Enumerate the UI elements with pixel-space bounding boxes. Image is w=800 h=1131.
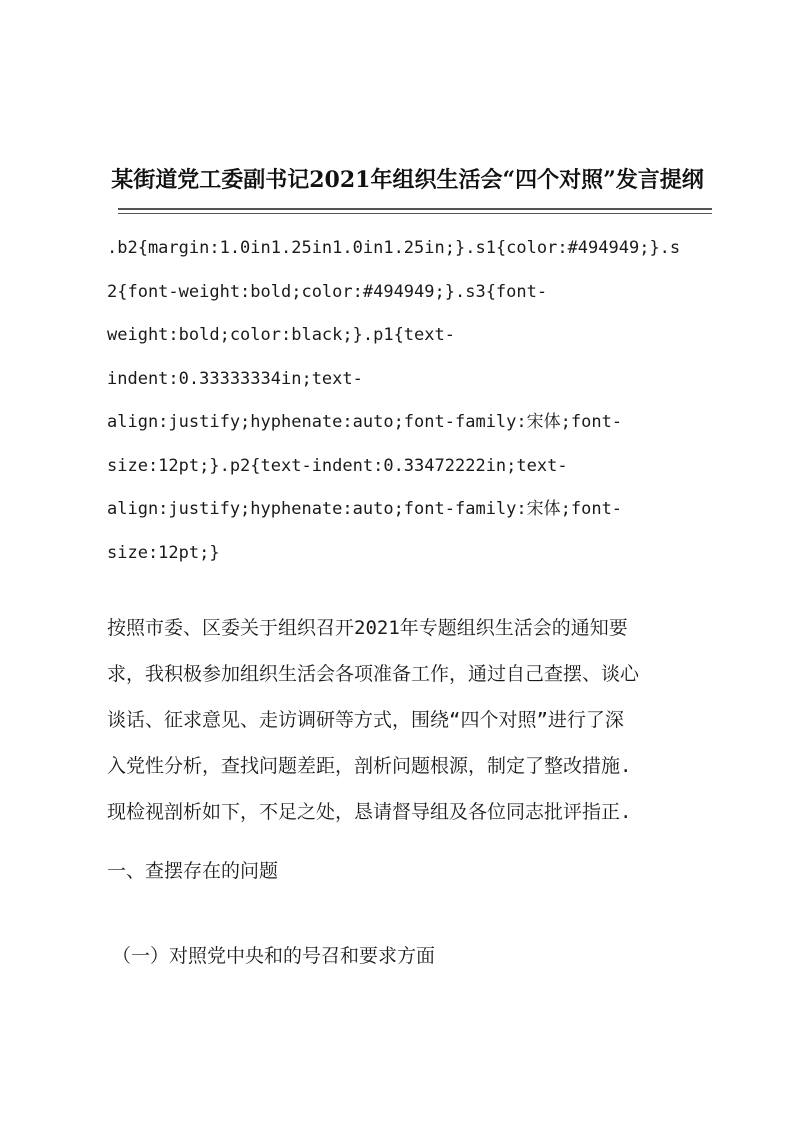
- intro-paragraph-line: 谈话、征求意见、走访调研等方式，围绕“四个对照”进行了深: [107, 709, 624, 731]
- css-text-line: size:12pt;}: [107, 542, 220, 563]
- css-text-line: align:justify;hyphenate:auto;font-family:宋体;font-: [107, 412, 623, 432]
- css-text-line: indent:0.33333334in;text-: [107, 368, 363, 389]
- css-text-line: .b2{margin:1.0in1.25in1.0in1.25in;}.s1{color:#494949;}.s: [107, 238, 681, 258]
- intro-paragraph-line: 入党性分析，查找问题差距，剖析问题根源，制定了整改措施.: [107, 755, 632, 777]
- css-text-line: weight:bold;color:black;}.p1{text-: [107, 325, 455, 345]
- subsection-heading: （一）对照党中央和的号召和要求方面: [112, 945, 436, 967]
- section-heading: 一、查摆存在的问题: [107, 860, 279, 882]
- intro-paragraph-line: 现检视剖析如下，不足之处，恳请督导组及各位同志批评指正.: [107, 801, 632, 823]
- intro-paragraph-line: 求，我积极参加组织生活会各项准备工作，通过自己查摆、谈心: [107, 663, 640, 685]
- document-title: 某街道党工委副书记2021年组织生活会“四个对照”发言提纲: [111, 167, 704, 193]
- css-text-line: 2{font-weight:bold;color:#494949;}.s3{font-: [107, 281, 548, 302]
- css-text-line: size:12pt;}.p2{text-indent:0.33472222in;text-: [107, 455, 568, 476]
- stray-css-text-block: [107, 227, 707, 575]
- intro-paragraph-line: 按照市委、区委关于组织召开2021年专题组织生活会的通知要: [107, 617, 628, 639]
- intro-paragraph: [107, 605, 713, 835]
- css-text-line: align:justify;hyphenate:auto;font-family:宋体;font-: [107, 499, 623, 519]
- title-divider-thin: [118, 213, 712, 214]
- title-divider-thick: [118, 208, 712, 210]
